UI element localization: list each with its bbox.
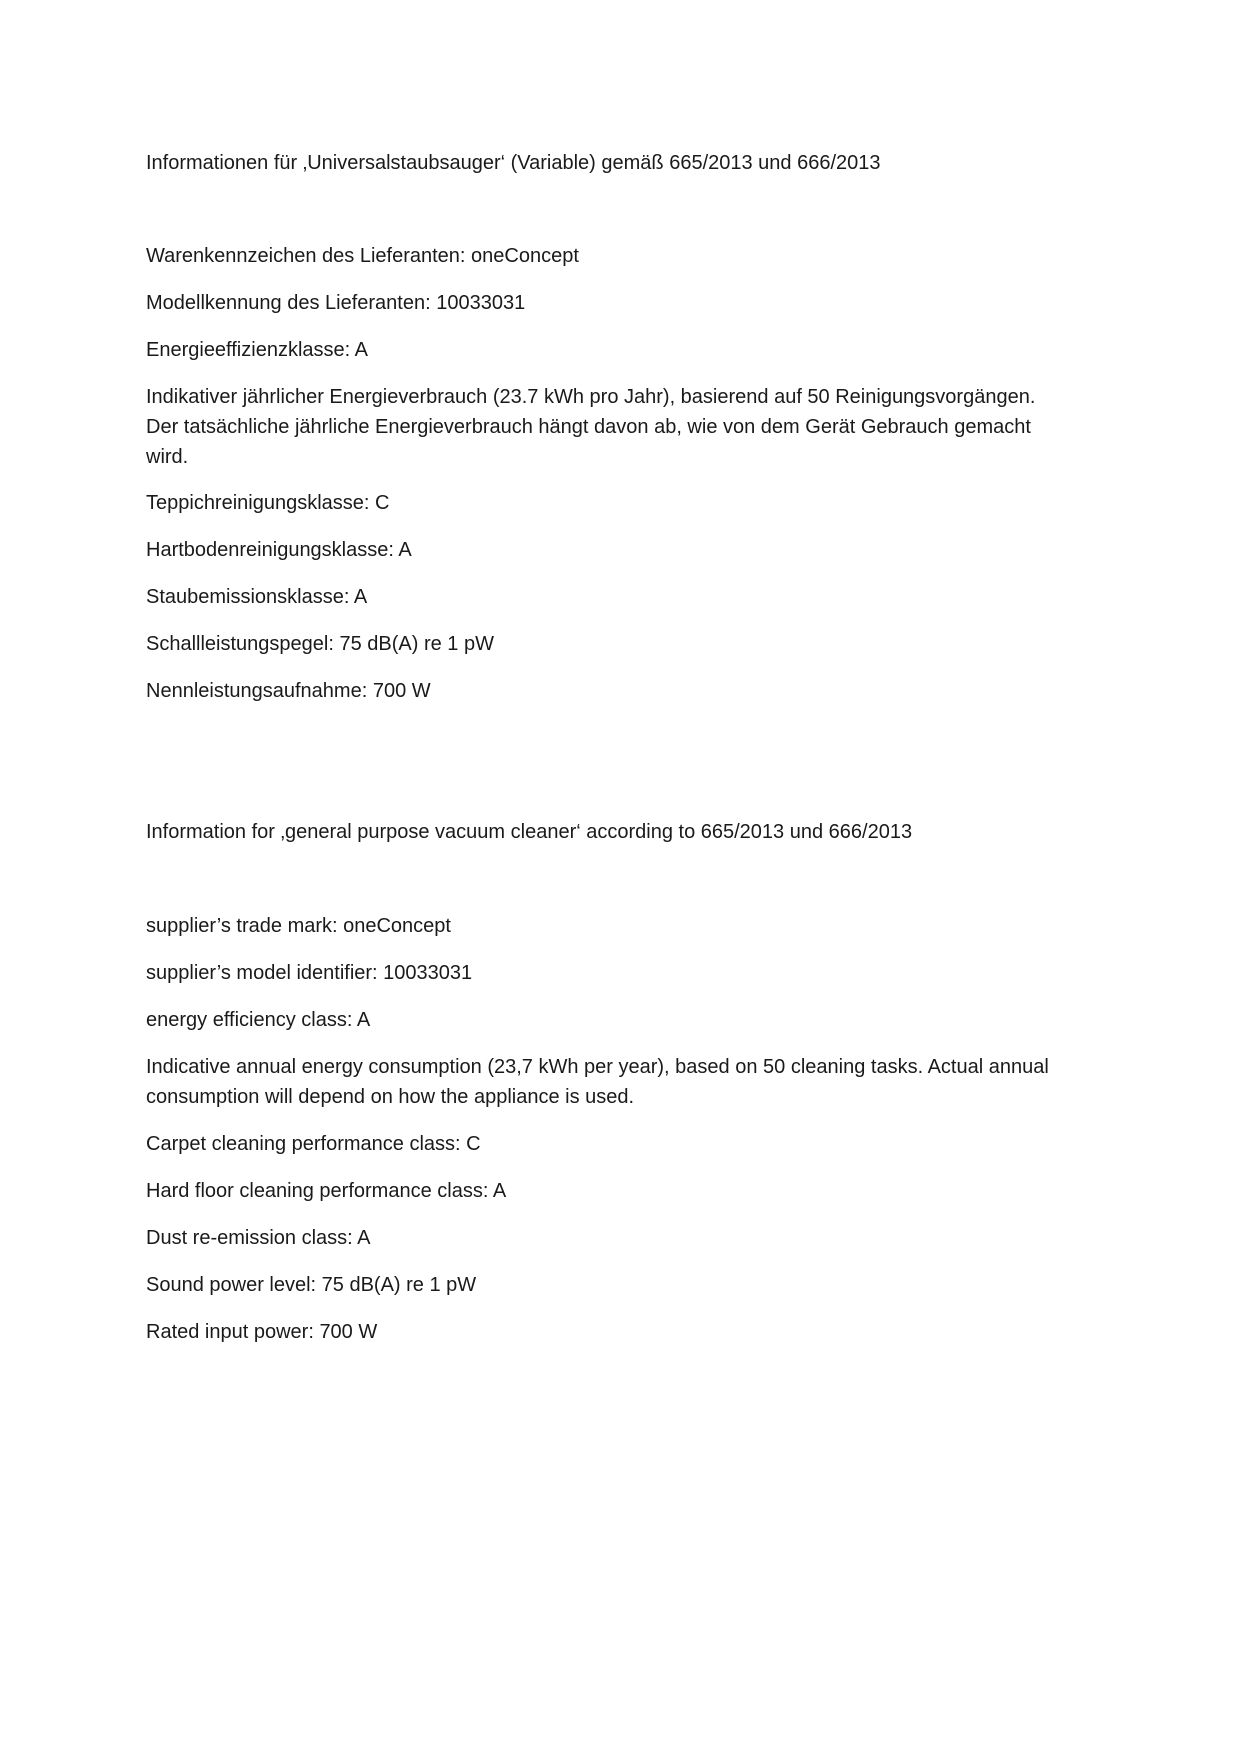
german-dust-class: Staubemissionsklasse: A xyxy=(146,586,368,608)
english-title: Information for ‚general purpose vacuum cleaner‘ according to 665/2013 und 666/2013 xyxy=(146,821,913,843)
german-sound-level: Schallleistungspegel: 75 dB(A) re 1 pW xyxy=(146,633,494,655)
german-hard-floor-class: Hartbodenreinigungsklasse: A xyxy=(146,539,412,561)
english-energy-class: energy efficiency class: A xyxy=(146,1009,371,1031)
german-title: Informationen für ‚Universalstaubsauger‘ (Variable) gemäß 665/2013 und 666/2013 xyxy=(146,152,881,174)
german-trade-mark: Warenkennzeichen des Lieferanten: oneConcept xyxy=(146,245,579,267)
german-model-identifier: Modellkennung des Lieferanten: 10033031 xyxy=(146,292,526,314)
english-model-identifier: supplier’s model identifier: 10033031 xyxy=(146,962,473,984)
english-rated-power: Rated input power: 700 W xyxy=(146,1321,378,1343)
german-carpet-class: Teppichreinigungsklasse: C xyxy=(146,492,390,514)
english-dust-class: Dust re-emission class: A xyxy=(146,1227,371,1249)
english-annual-consumption: Indicative annual energy consumption (23,7 kWh per year), based on 50 cleaning tasks. Actual annual consumption will depend on how the appliance is used. xyxy=(146,1056,1049,1108)
english-hard-floor-class: Hard floor cleaning performance class: A xyxy=(146,1180,507,1202)
german-annual-consumption: Indikativer jährlicher Energieverbrauch (23.7 kWh pro Jahr), basierend auf 50 Reinigungsvorgängen. Der tatsächliche jährliche Energieverbrauch hängt davon ab, wie von dem Gerät Gebrauch gemacht wird. xyxy=(146,386,1036,468)
english-carpet-class: Carpet cleaning performance class: C xyxy=(146,1133,481,1155)
english-sound-level: Sound power level: 75 dB(A) re 1 pW xyxy=(146,1274,477,1296)
english-trade-mark: supplier’s trade mark: oneConcept xyxy=(146,915,451,937)
german-rated-power: Nennleistungsaufnahme: 700 W xyxy=(146,680,431,702)
german-energy-class: Energieeffizienzklasse: A xyxy=(146,339,368,361)
